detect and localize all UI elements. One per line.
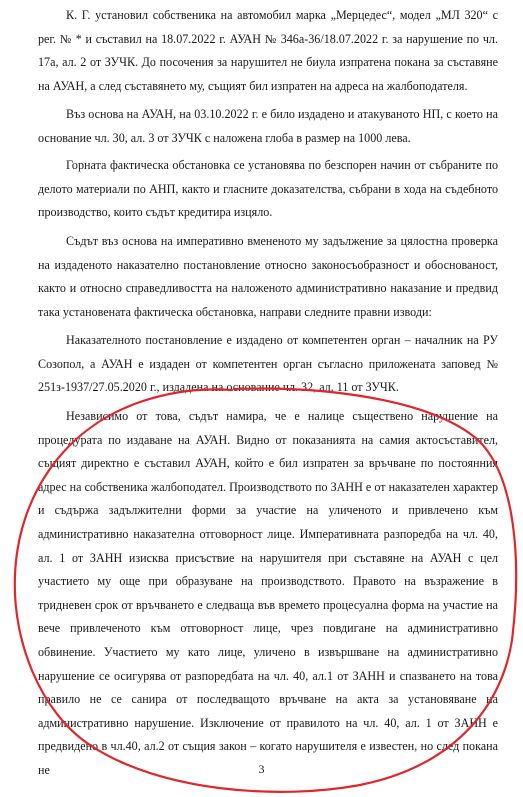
- paragraph-5: Наказателното постановление е издадено от компетентен орган – началник на РУ Созопол, а АУАН е издаден от компетентен орган съгласно приложената заповед № 251з-1937/27.05.2020 г., издадена на основание чл. 32, ал. 11 от ЗУЧК.: [38, 333, 498, 395]
- paragraph-6: Независимо от това, съдът намира, че е налице съществено нарушение на процедурата по издаване на АУАН. Видно от показанията на самия актосъставител, същият директно е съставил АУАН, който е бил изпратен за връчване по постоянния адрес на собственика жалбоподател. Производството по ЗАНН е от наказателен характер и съдържа задължителни форми за участие на уличеното и привлечено към административно наказателна отговорност лице. Императивната разпоредба на чл. 40, ал. 1 от ЗАНН изисква присъствие на нарушителя при съставяне на АУАН с цел участието му още при образуване на производството. Правото на възражение в тридневен срок от връчването е следваща във времето процесуална форма на участие на вече привлеченото към отговорност лице, чрез повдигане на административно обвинение. Участието му като лице, уличено в извършване на административно нарушение се осигурява от разпоредбата на чл. 40, ал.1 от ЗАНН и спазването на това правило не се санира от последващото връчване на акта за установяване на административно нарушение. Изключение от правилото на чл. 40, ал. 1 от ЗАНН е предвидено в чл.40, ал.2 от същия закон – когато нарушителя е известен, но след покана не: [38, 409, 498, 777]
- page-number: 3: [258, 762, 265, 776]
- paragraph-2: Въз основа на АУАН, на 03.10.2022 г. е било издадено и атакуваното НП, с което на основание чл. 30, ал. 3 от ЗУЧК с наложена глоба в размер на 1000 лева.: [38, 107, 498, 145]
- paragraph-3: Горната фактическа обстановка се установява по безспорен начин от събраните по делото материали по АНП, както и гласните доказателства, събрани в хода на съдебното производство, които съдът кредитира изцяло.: [38, 158, 498, 220]
- paragraph-1: К. Г. установил собственика на автомобил марка „Мерцедес“, модел „МЛ 320“ с рег. № * и съставил на 18.07.2022 г. АУАН № 346а-36/18.07.2022 г. за нарушение по чл. 17а, ал. 2 от ЗУЧК. До посочения за нарушител не биула изпратена покана за съставяне на АУАН, а след съставянето му, същият бил изпратен на адреса на жалбоподателя.: [38, 8, 498, 93]
- paragraph-4: Съдът въз основа на императивно вмененото му задължение за цялостна проверка на издаденото наказателно постановление относно законосъобразност и обоснованост, както и относно справедливостта на наложеното административно наказание и предвид така установената фактическа обстановка, направи следните правни изводи:: [38, 234, 498, 319]
